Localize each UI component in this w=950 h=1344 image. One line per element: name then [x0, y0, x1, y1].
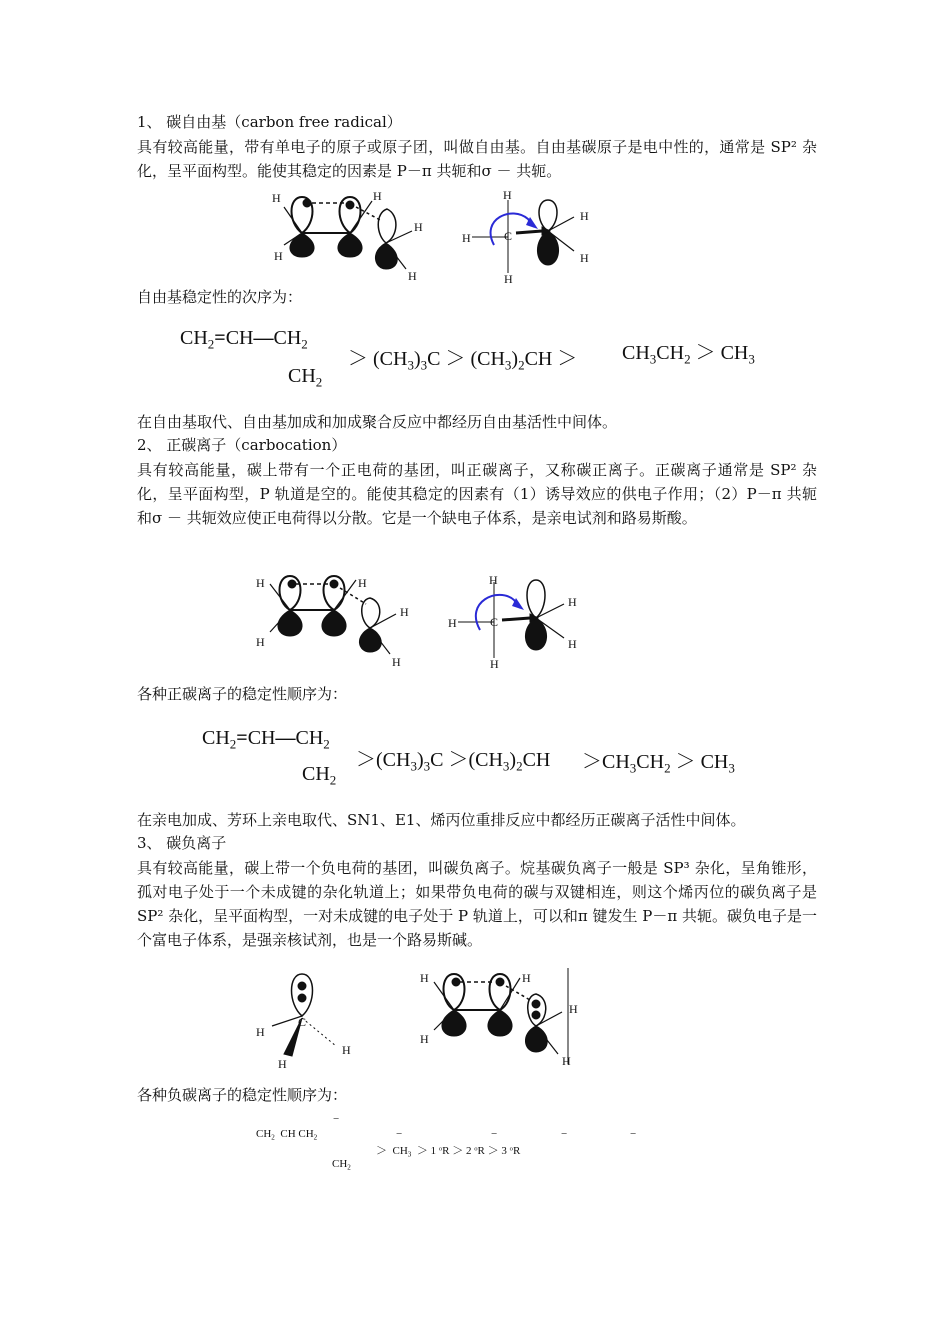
- allyl-anion-orbital-diagram: [412, 964, 582, 1072]
- carbanion-sp3-diagram: [250, 968, 360, 1078]
- allyl-radical-orbital-diagram: [262, 185, 442, 285]
- anion-minus-2: −: [396, 1128, 403, 1140]
- svg-text:H: H: [503, 188, 512, 202]
- cation-order-ethyl-methyl: $>CH_3CH_2 > CH_3$: [582, 751, 735, 776]
- section-1-footer: 在自由基取代、自由基加成和加成聚合反应中都经历自由基活性中间体。: [137, 413, 618, 431]
- anion-minus-1: −: [333, 1113, 340, 1125]
- section-3-paragraph: 具有较高能量，碳上带一个负电荷的基团，叫碳负离子。烷基碳负离子一般是 SP³ 杂化，呈角锥形，孤对电子处于一个未成键的杂化轨道上；如果带负电荷的碳与双键相连，则这个烯丙位的碳负离子是 SP² 杂化，呈平面构型，一对未成键的电子处于 P 轨道上，可以和π 键发生 P－π 共轭。碳负电子是一个富电子体系，是强亲核试剂，也是一个路易斯碱。: [137, 859, 817, 949]
- svg-text:H: H: [420, 971, 429, 985]
- svg-text:H: H: [256, 1025, 265, 1039]
- section-1-paragraph: 具有较高能量，带有单电子的原子或原子团，叫做自由基。自由基碳原子是电中性的，通常是 SP² 杂化，呈平面构型。能使其稳定的因素是 P－π 共轭和σ － 共轭。: [137, 138, 817, 180]
- svg-text:H: H: [414, 220, 423, 234]
- anion-allyl-bottom: $CH_2$: [332, 1158, 351, 1172]
- section-3-order-caption: 各种负碳离子的稳定性顺序为：: [137, 1086, 348, 1104]
- svg-text:H: H: [278, 1057, 287, 1071]
- svg-text:H: H: [568, 595, 577, 609]
- svg-text:H: H: [392, 655, 401, 669]
- anion-minus-5: −: [630, 1128, 637, 1140]
- svg-text:H: H: [342, 1043, 351, 1057]
- cation-hyperconjugation-diagram: [444, 570, 584, 675]
- svg-text:H: H: [256, 576, 265, 590]
- svg-text:H: H: [400, 605, 409, 619]
- cation-allyl-top: $CH_2=CH—CH_2$: [202, 727, 330, 752]
- svg-text:H: H: [272, 191, 281, 205]
- svg-text:H: H: [448, 616, 457, 630]
- svg-text:C: C: [490, 615, 499, 629]
- svg-text:H: H: [408, 269, 417, 283]
- anion-minus-3: −: [491, 1128, 498, 1140]
- svg-text:H: H: [569, 1002, 578, 1016]
- section-3-heading: 3、 碳负离子: [137, 834, 227, 852]
- anion-minus-4: −: [561, 1128, 568, 1140]
- allyl-cation-orbital-diagram: [252, 570, 422, 670]
- svg-text:C: C: [298, 1015, 307, 1029]
- radical-allyl-top: $CH_2=CH—CH_2$: [180, 327, 308, 352]
- radical-order-ethyl-methyl: $CH_3CH_2 > CH_3$: [622, 342, 755, 367]
- svg-text:H: H: [522, 971, 531, 985]
- svg-text:H: H: [358, 576, 367, 590]
- svg-text:H: H: [274, 249, 283, 263]
- svg-text:H: H: [420, 1032, 429, 1046]
- radical-hyperconjugation-diagram: [458, 185, 598, 290]
- section-2-order-caption: 各种正碳离子的稳定性顺序为：: [137, 685, 348, 703]
- cation-allyl-bottom: $CH_2$: [302, 763, 337, 788]
- svg-text:H: H: [580, 251, 589, 265]
- svg-text:H: H: [462, 231, 471, 245]
- section-1-order-caption: 自由基稳定性的次序为：: [137, 288, 303, 306]
- svg-text:H: H: [568, 637, 577, 651]
- section-2-heading: 2、 正碳离子（carbocation）: [137, 436, 347, 454]
- svg-text:H: H: [504, 272, 513, 286]
- svg-text:H: H: [490, 657, 499, 671]
- svg-text:H: H: [489, 573, 498, 587]
- radical-order-chain: ＞ $(CH_3)_3C > (CH_3)_2CH$ ＞: [348, 348, 578, 373]
- radical-allyl-bottom: $CH_2$: [288, 365, 323, 390]
- section-2-footer: 在亲电加成、芳环上亲电取代、SN1、E1、烯丙位重排反应中都经历正碳离子活性中间体。: [137, 811, 746, 829]
- svg-text:H: H: [373, 189, 382, 203]
- svg-text:H: H: [580, 209, 589, 223]
- cation-order-chain: $>(CH_3)_3C >(CH_3)_2CH$: [356, 749, 551, 774]
- svg-text:C: C: [504, 229, 513, 243]
- anion-allyl-top: $CH_2$ CH $CH_2$: [256, 1128, 318, 1142]
- section-1-heading: 1、 碳自由基（carbon free radical）: [137, 113, 402, 131]
- svg-text:H: H: [562, 1054, 571, 1068]
- anion-order-chain: ＞ $CH_3 > 1$ $^o$R ＞ 2 $^o$R ＞ 3 $^o$R: [376, 1145, 521, 1159]
- section-2-paragraph: 具有较高能量，碳上带有一个正电荷的基团，叫正碳离子，又称碳正离子。正碳离子通常是 SP² 杂化，呈平面构型，P 轨道是空的。能使其稳定的因素有（1）诱导效应的供电子作用；（2）P－π 共轭和σ － 共轭效应使正电荷得以分散。它是一个缺电子体系，是亲电试剂和路易斯酸。: [137, 461, 817, 527]
- svg-text:H: H: [256, 635, 265, 649]
